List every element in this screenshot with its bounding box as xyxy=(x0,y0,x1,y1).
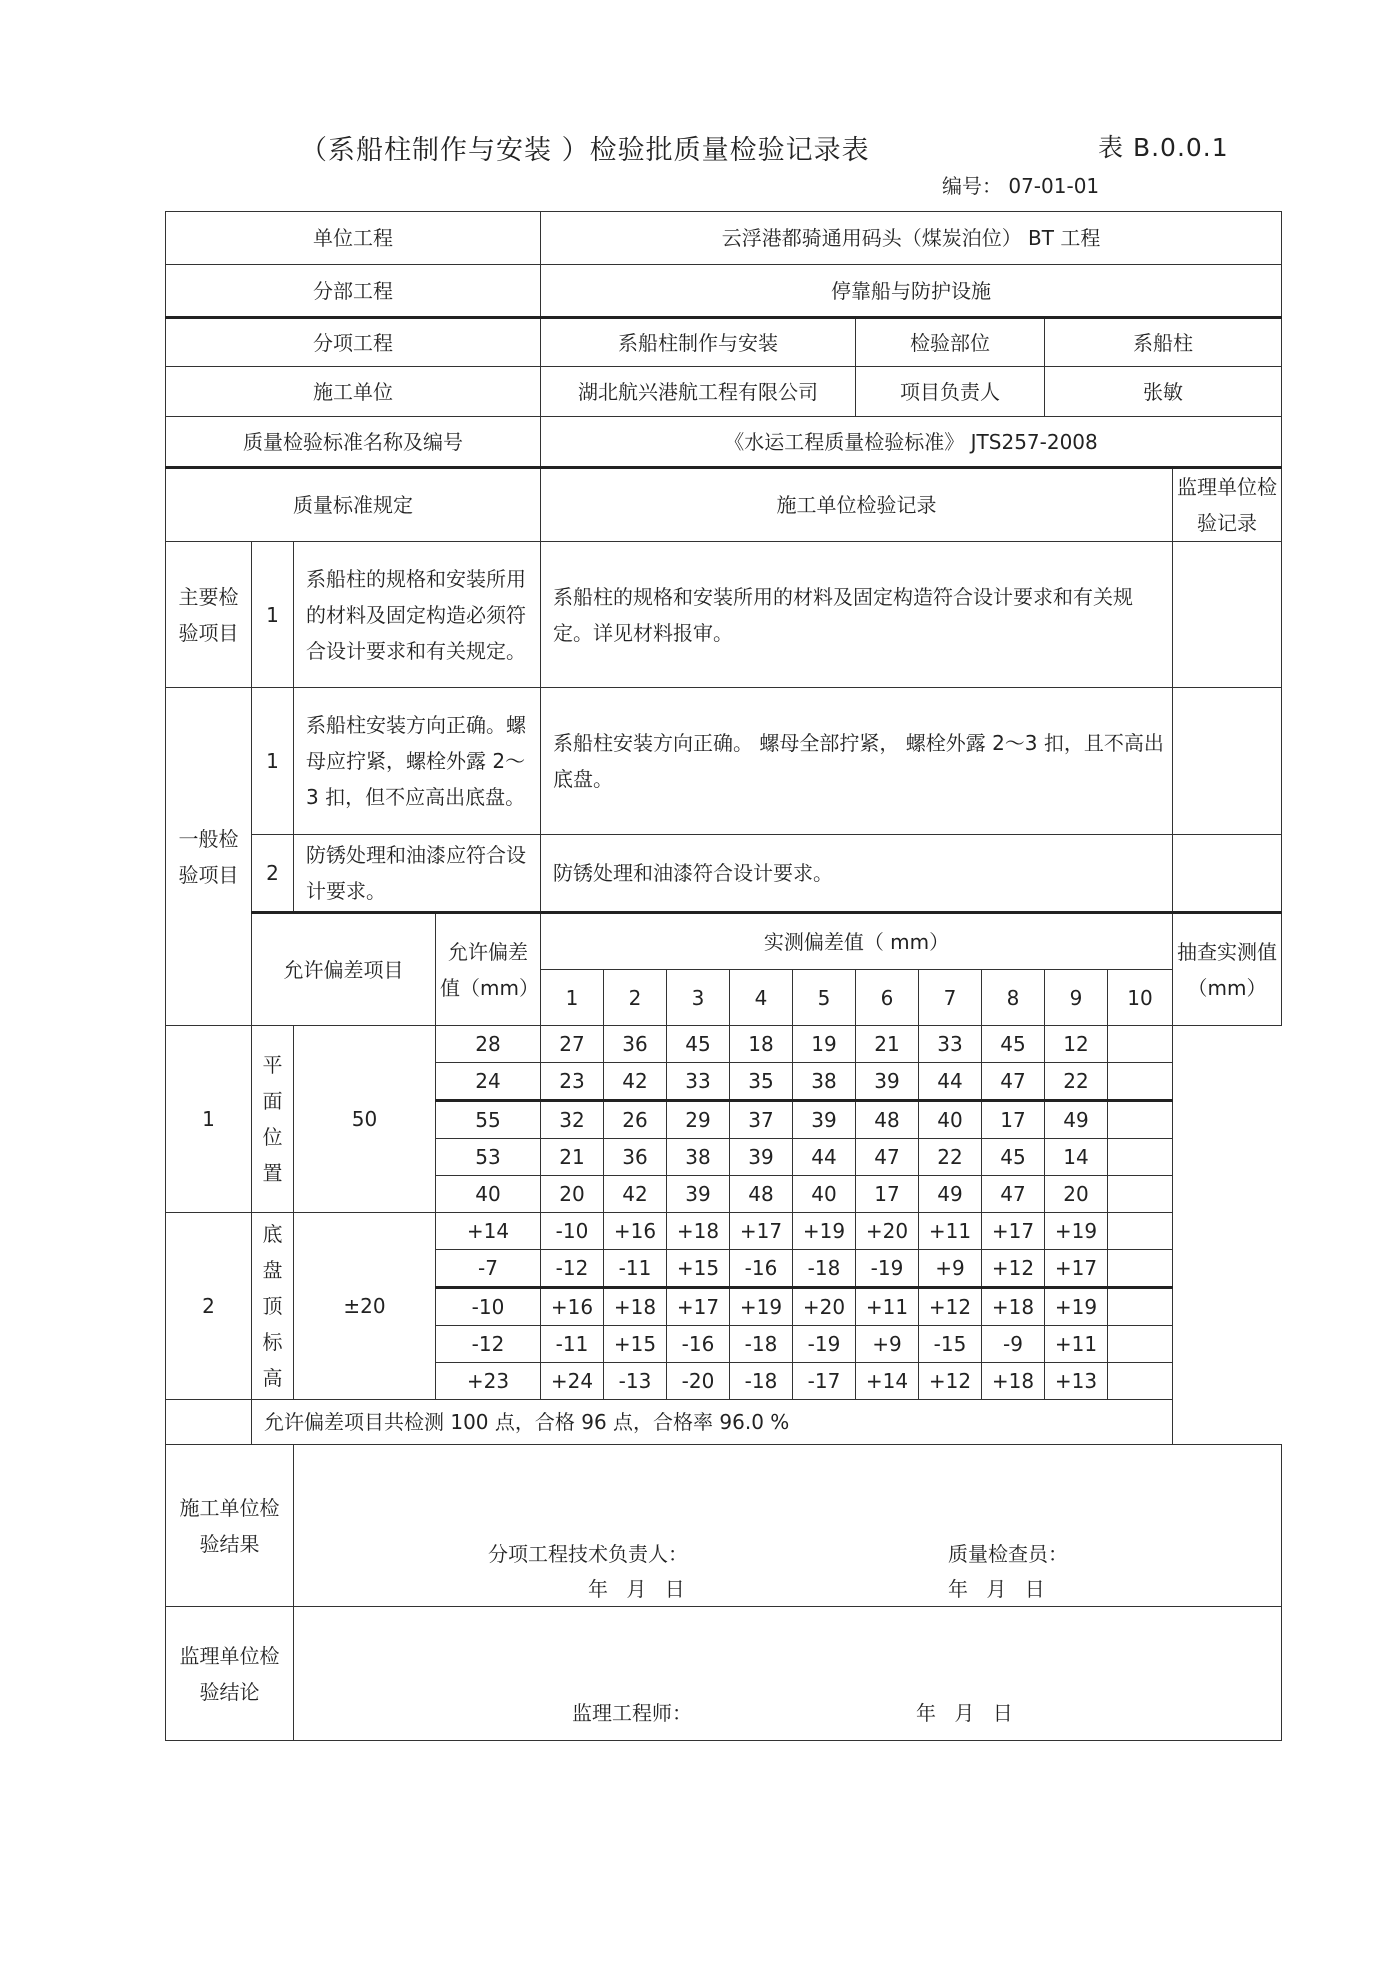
deviation-value-cell: 12 xyxy=(1045,1026,1108,1063)
deviation-value-cell: +12 xyxy=(919,1363,982,1400)
division-label: 分部工程 xyxy=(166,265,541,318)
supervisor-result-label: 监理单位检验结论 xyxy=(166,1607,294,1741)
deviation-value-cell: +17 xyxy=(982,1213,1045,1250)
deviation-value-cell: 21 xyxy=(541,1139,604,1176)
deviation-value-cell: 33 xyxy=(667,1063,730,1101)
deviation-item-allow: ±20 xyxy=(294,1213,436,1400)
deviation-item-name: 底盘顶标高 xyxy=(252,1213,294,1400)
deviation-value-cell: 45 xyxy=(982,1139,1045,1176)
general-item-1-record: 系船柱安装方向正确。 螺母全部拧紧， 螺栓外露 2～3 扣，且不高出底盘。 xyxy=(541,688,1173,835)
deviation-value-cell: 39 xyxy=(856,1063,919,1101)
deviation-value-cell: 47 xyxy=(982,1176,1045,1213)
deviation-col-header: 3 xyxy=(667,970,730,1026)
deviation-value-cell: -9 xyxy=(982,1326,1045,1363)
serial-number xyxy=(942,170,1099,199)
general-item-2-record: 防锈处理和油漆符合设计要求。 xyxy=(541,835,1173,913)
deviation-value-cell: 28 xyxy=(436,1026,541,1063)
general-item-1-rule: 系船柱安装方向正确。螺母应拧紧，螺栓外露 2～3 扣，但不应高出底盘。 xyxy=(294,688,541,835)
inspect-part-value: 系船柱 xyxy=(1045,318,1282,367)
deviation-value-cell: 33 xyxy=(919,1026,982,1063)
deviation-col-header: 2 xyxy=(604,970,667,1026)
deviation-value-cell: 32 xyxy=(541,1101,604,1139)
deviation-value-cell: +14 xyxy=(436,1213,541,1250)
contractor-result-cell xyxy=(294,1445,1282,1607)
deviation-value-cell: +11 xyxy=(1045,1326,1108,1363)
contractor-signature-area xyxy=(298,1456,1277,1606)
deviation-value-cell: 48 xyxy=(856,1101,919,1139)
deviation-value-cell: +11 xyxy=(856,1288,919,1326)
engineer-date: 年 月 日 xyxy=(916,1700,1013,1725)
deviation-value-cell: 22 xyxy=(1045,1063,1108,1101)
deviation-value-cell: 18 xyxy=(730,1026,793,1063)
deviation-value-cell: 36 xyxy=(604,1026,667,1063)
deviation-value-cell: -16 xyxy=(730,1250,793,1288)
deviation-measured-header: 实测偏差值（ mm） xyxy=(541,913,1173,970)
inspect-part-label: 检验部位 xyxy=(856,318,1045,367)
deviation-value-cell: -17 xyxy=(793,1363,856,1400)
deviation-col-header: 4 xyxy=(730,970,793,1026)
deviation-value-cell: 21 xyxy=(856,1026,919,1063)
deviation-value-cell: 29 xyxy=(667,1101,730,1139)
contractor-label: 施工单位 xyxy=(166,367,541,417)
deviation-value-cell: 20 xyxy=(541,1176,604,1213)
deviation-value-cell: -12 xyxy=(436,1326,541,1363)
division-value: 停靠船与防护设施 xyxy=(541,265,1282,318)
deviation-value-cell: +9 xyxy=(856,1326,919,1363)
deviation-value-cell: 39 xyxy=(730,1139,793,1176)
deviation-row xyxy=(166,1026,1282,1063)
contractor-record-header: 施工单位检验记录 xyxy=(541,468,1173,542)
deviation-value-cell: 44 xyxy=(793,1139,856,1176)
deviation-value-cell: 55 xyxy=(436,1101,541,1139)
deviation-value-cell: +17 xyxy=(667,1288,730,1326)
subitem-value: 系船柱制作与安装 xyxy=(541,318,856,367)
general-item-2-supervisor xyxy=(1173,835,1282,913)
spot-check-cell xyxy=(1108,1176,1173,1213)
supervisor-result-cell xyxy=(294,1607,1282,1741)
deviation-allow-header: 允许偏差值（mm） xyxy=(436,913,541,1026)
tech-lead-date: 年 月 日 xyxy=(588,1577,685,1601)
deviation-col-header: 5 xyxy=(793,970,856,1026)
deviation-value-cell: +17 xyxy=(730,1213,793,1250)
deviation-value-cell: -19 xyxy=(793,1326,856,1363)
deviation-col-header: 7 xyxy=(919,970,982,1026)
deviation-value-cell: 35 xyxy=(730,1063,793,1101)
main-item-rule: 系船柱的规格和安装所用的材料及固定构造必须符合设计要求和有关规定。 xyxy=(294,542,541,688)
deviation-col-header: 8 xyxy=(982,970,1045,1026)
deviation-value-cell: 26 xyxy=(604,1101,667,1139)
deviation-item-name: 平 面 位 置 xyxy=(252,1026,294,1213)
deviation-value-cell: 47 xyxy=(856,1139,919,1176)
deviation-col-header: 10 xyxy=(1108,970,1173,1026)
engineer-label: 监理工程师： xyxy=(572,1700,692,1725)
deviation-value-cell: 24 xyxy=(436,1063,541,1101)
spot-check-cell xyxy=(1108,1139,1173,1176)
deviation-value-cell: -18 xyxy=(730,1363,793,1400)
deviation-col-header: 6 xyxy=(856,970,919,1026)
deviation-item-allow: 50 xyxy=(294,1026,436,1213)
deviation-item-no: 2 xyxy=(166,1213,252,1400)
deviation-value-cell: +18 xyxy=(982,1288,1045,1326)
deviation-value-cell: 49 xyxy=(1045,1101,1108,1139)
manager-label: 项目负责人 xyxy=(856,367,1045,417)
deviation-value-cell: 20 xyxy=(1045,1176,1108,1213)
deviation-value-cell: -18 xyxy=(793,1250,856,1288)
deviation-value-cell: +17 xyxy=(1045,1250,1108,1288)
spot-check-cell xyxy=(1108,1288,1173,1326)
summary-spacer xyxy=(166,1400,252,1445)
deviation-value-cell: 42 xyxy=(604,1176,667,1213)
main-item-no: 1 xyxy=(252,542,294,688)
deviation-value-cell: +23 xyxy=(436,1363,541,1400)
deviation-value-cell: 40 xyxy=(793,1176,856,1213)
deviation-col-header: 9 xyxy=(1045,970,1108,1026)
deviation-body xyxy=(166,1026,1282,1400)
spot-check-cell xyxy=(1108,1326,1173,1363)
spot-check-cell xyxy=(1108,1026,1173,1063)
deviation-value-cell: +13 xyxy=(1045,1363,1108,1400)
deviation-value-cell: 17 xyxy=(982,1101,1045,1139)
deviation-value-cell: -18 xyxy=(730,1326,793,1363)
form-code: 表 B.0.0.1 xyxy=(1098,133,1229,162)
deviation-value-cell: +12 xyxy=(919,1288,982,1326)
deviation-col-header: 1 xyxy=(541,970,604,1026)
deviation-value-cell: -10 xyxy=(541,1213,604,1250)
deviation-value-cell: +18 xyxy=(982,1363,1045,1400)
deviation-value-cell: -15 xyxy=(919,1326,982,1363)
general-item-1-supervisor xyxy=(1173,688,1282,835)
deviation-value-cell: +19 xyxy=(793,1213,856,1250)
deviation-spot-header: 抽查实测值（mm） xyxy=(1173,913,1282,1026)
deviation-value-cell: +15 xyxy=(667,1250,730,1288)
quality-std-header: 质量标准规定 xyxy=(166,468,541,542)
spot-check-cell xyxy=(1108,1213,1173,1250)
deviation-value-cell: -16 xyxy=(667,1326,730,1363)
inspector-label: 质量检查员： xyxy=(948,1542,1068,1566)
deviation-value-cell: 45 xyxy=(667,1026,730,1063)
deviation-value-cell: 38 xyxy=(667,1139,730,1176)
deviation-value-cell: 49 xyxy=(919,1176,982,1213)
deviation-value-cell: +18 xyxy=(604,1288,667,1326)
deviation-value-cell: 14 xyxy=(1045,1139,1108,1176)
deviation-value-cell: +24 xyxy=(541,1363,604,1400)
standard-label: 质量检验标准名称及编号 xyxy=(166,417,541,468)
deviation-item-no: 1 xyxy=(166,1026,252,1213)
main-items-label: 主要检验项目 xyxy=(166,542,252,688)
deviation-value-cell: -7 xyxy=(436,1250,541,1288)
tech-lead-label: 分项工程技术负责人： xyxy=(488,1542,688,1566)
manager-value: 张敏 xyxy=(1045,367,1282,417)
deviation-value-cell: 45 xyxy=(982,1026,1045,1063)
unit-project-label: 单位工程 xyxy=(166,212,541,265)
general-items-label: 一般检验项目 xyxy=(166,688,252,1026)
inspection-record-table xyxy=(165,211,1282,1741)
deviation-value-cell: +9 xyxy=(919,1250,982,1288)
deviation-value-cell: 23 xyxy=(541,1063,604,1101)
main-item-record: 系船柱的规格和安装所用的材料及固定构造符合设计要求和有关规定。详见材料报审。 xyxy=(541,542,1173,688)
general-item-2-no: 2 xyxy=(252,835,294,913)
deviation-value-cell: 39 xyxy=(793,1101,856,1139)
subitem-label: 分项工程 xyxy=(166,318,541,367)
serial-value: 07-01-01 xyxy=(1008,174,1100,198)
deviation-value-cell: +16 xyxy=(604,1213,667,1250)
deviation-value-cell: +19 xyxy=(1045,1288,1108,1326)
deviation-value-cell: 53 xyxy=(436,1139,541,1176)
deviation-value-cell: +14 xyxy=(856,1363,919,1400)
page-title: （系船柱制作与安装 ）检验批质量检验记录表 xyxy=(300,135,870,166)
supervisor-record-header: 监理单位检验记录 xyxy=(1173,468,1282,542)
deviation-value-cell: -11 xyxy=(541,1326,604,1363)
deviation-value-cell: -20 xyxy=(667,1363,730,1400)
main-item-supervisor xyxy=(1173,542,1282,688)
deviation-value-cell: -13 xyxy=(604,1363,667,1400)
deviation-value-cell: 22 xyxy=(919,1139,982,1176)
deviation-value-cell: -19 xyxy=(856,1250,919,1288)
deviation-value-cell: +12 xyxy=(982,1250,1045,1288)
deviation-value-cell: 42 xyxy=(604,1063,667,1101)
deviation-value-cell: +11 xyxy=(919,1213,982,1250)
spot-check-cell xyxy=(1108,1063,1173,1101)
deviation-value-cell: +19 xyxy=(1045,1213,1108,1250)
contractor-result-label: 施工单位检验结果 xyxy=(166,1445,294,1607)
deviation-value-cell: 17 xyxy=(856,1176,919,1213)
deviation-value-cell: +20 xyxy=(793,1288,856,1326)
deviation-value-cell: +20 xyxy=(856,1213,919,1250)
deviation-value-cell: -11 xyxy=(604,1250,667,1288)
standard-value: 《水运工程质量检验标准》 JTS257-2008 xyxy=(541,417,1282,468)
serial-label: 编号： xyxy=(942,174,1002,198)
spot-check-cell xyxy=(1108,1101,1173,1139)
unit-project-value: 云浮港都骑通用码头（煤炭泊位） BT 工程 xyxy=(541,212,1282,265)
deviation-value-cell: -12 xyxy=(541,1250,604,1288)
deviation-value-cell: 48 xyxy=(730,1176,793,1213)
deviation-value-cell: 27 xyxy=(541,1026,604,1063)
deviation-value-cell: 40 xyxy=(919,1101,982,1139)
spot-check-cell xyxy=(1108,1363,1173,1400)
deviation-value-cell: 39 xyxy=(667,1176,730,1213)
deviation-value-cell: -10 xyxy=(436,1288,541,1326)
inspector-date: 年 月 日 xyxy=(948,1577,1045,1601)
supervisor-signature-area xyxy=(298,1609,1277,1739)
deviation-value-cell: 37 xyxy=(730,1101,793,1139)
spot-check-cell xyxy=(1108,1250,1173,1288)
deviation-value-cell: +18 xyxy=(667,1213,730,1250)
deviation-value-cell: 19 xyxy=(793,1026,856,1063)
deviation-summary: 允许偏差项目共检测 100 点，合格 96 点，合格率 96.0 % xyxy=(252,1400,1173,1445)
general-item-1-no: 1 xyxy=(252,688,294,835)
deviation-value-cell: 40 xyxy=(436,1176,541,1213)
contractor-value: 湖北航兴港航工程有限公司 xyxy=(541,367,856,417)
deviation-value-cell: 36 xyxy=(604,1139,667,1176)
general-item-2-rule: 防锈处理和油漆应符合设计要求。 xyxy=(294,835,541,913)
deviation-value-cell: +19 xyxy=(730,1288,793,1326)
deviation-value-cell: +15 xyxy=(604,1326,667,1363)
deviation-value-cell: 44 xyxy=(919,1063,982,1101)
deviation-value-cell: 47 xyxy=(982,1063,1045,1101)
deviation-item-header: 允许偏差项目 xyxy=(252,913,436,1026)
deviation-value-cell: 38 xyxy=(793,1063,856,1101)
deviation-value-cell: +16 xyxy=(541,1288,604,1326)
deviation-row xyxy=(166,1213,1282,1250)
